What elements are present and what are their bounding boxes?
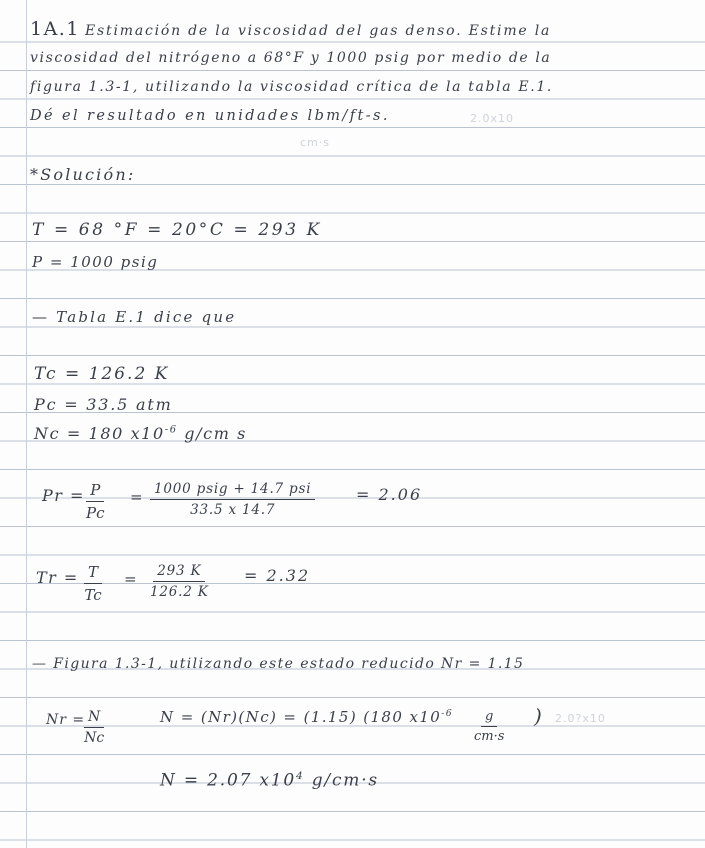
critical-temperature: Tc = 126.2 K [34, 364, 170, 384]
solution-heading: *Solución: [30, 165, 136, 184]
reduced-temperature-fraction: $\frac{293 K}{126.2 K}$ [150, 563, 209, 600]
critical-pressure: Pc = 33.5 atm [34, 395, 173, 414]
reduced-pressure-result: = 2.06 [356, 485, 423, 504]
problem-number: 1A.1 [30, 18, 80, 40]
problem-statement-line-2: viscosidad del nitrógeno a 68°F y 1000 psig por medio de la [30, 50, 552, 66]
reduced-pressure-lhs: Pr = [42, 486, 85, 505]
bleed-through-mark: cm·s [300, 136, 330, 149]
problem-statement-line-4: Dé el resultado en unidades lbm/ft-s. [30, 108, 390, 124]
reduced-viscosity-lhs: Nr = [46, 712, 86, 728]
viscosity-equation-unit: $\frac{g}{cm\cdot s}$ [474, 709, 505, 744]
viscosity-equation-close-paren: ) [534, 704, 542, 728]
bleed-through-mark: 2.0?x10 [555, 712, 606, 725]
temperature-line: T = 68 °F = 20°C = 293 K [32, 220, 322, 240]
problem-statement-line-3: figura 1.3-1, utilizando la viscosidad crítica de la tabla E.1. [30, 79, 553, 95]
reduced-viscosity-definition: $\frac{N}{Nc}$ [84, 709, 105, 746]
pressure-line: P = 1000 psig [32, 253, 159, 271]
viscosity-result: N = 2.07 $x10^4$ g/cm·s [160, 770, 379, 791]
bleed-through-mark: 2.0x10 [470, 112, 515, 125]
table-note: — Tabla E.1 dice que [32, 308, 237, 326]
problem-statement-line-1: 1A.1 Estimación de la viscosidad del gas denso. Estime la [30, 18, 552, 40]
reduced-temperature-lhs: Tr = [36, 568, 79, 587]
margin-line [26, 0, 27, 848]
figure-note: — Figura 1.3-1, utilizando este estado reducido Nr = 1.15 [32, 656, 525, 672]
reduced-temperature-equals: = [124, 570, 137, 588]
viscosity-equation: N = (Nr)(Nc) = (1.15) (180 $x10^{-6}$ [160, 708, 454, 726]
reduced-temperature-definition: $\frac{T}{Tc}$ [84, 563, 102, 604]
reduced-pressure-definition: $\frac{P}{Pc}$ [86, 481, 105, 522]
reduced-temperature-result: = 2.32 [244, 566, 311, 585]
reduced-pressure-fraction: 1000 psig + 14.7 psi 33.5 x 14.7 [150, 481, 315, 518]
reduced-pressure-equals: = [130, 488, 143, 506]
critical-viscosity: Nc = 180 $x10^{-6}$ g/cm s [34, 424, 247, 443]
